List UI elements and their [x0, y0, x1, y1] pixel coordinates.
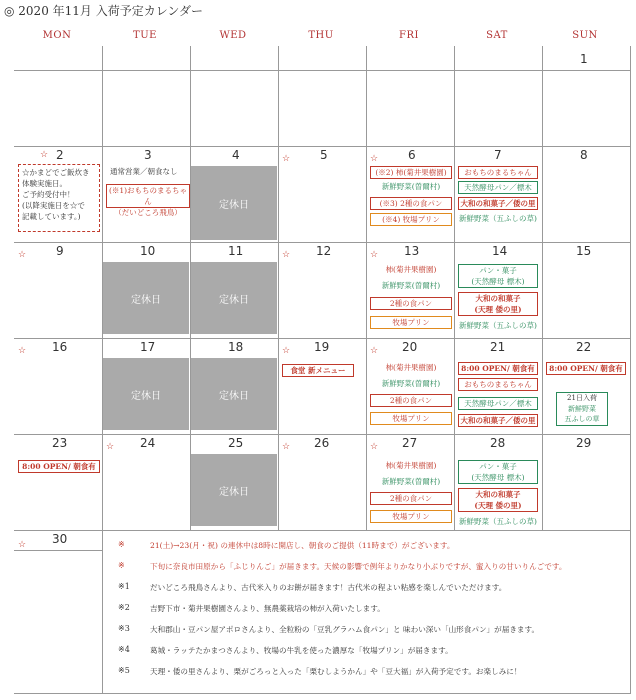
box-line: 21日入荷 [567, 394, 597, 402]
day-number: 29 [576, 436, 592, 450]
day-number: 25 [228, 436, 244, 450]
sat-wagashi-box [458, 488, 538, 512]
day-number: 28 [490, 436, 506, 450]
sat-bread-box [458, 264, 538, 288]
day-number: 7 [494, 148, 502, 162]
day-number: 6 [408, 148, 416, 162]
fri-item: (※4) 牧場プリン [370, 213, 452, 226]
closed-day: 定休日 [191, 358, 277, 430]
day-number: 5 [320, 148, 328, 162]
grid-line [454, 46, 455, 530]
sat-item: おもちのまるちゃん [458, 378, 538, 391]
weekday-sun: SUN [572, 30, 598, 41]
box-line: パン・菓子 [479, 266, 517, 275]
note-text: だいどころ飛鳥さんより、古代米入りのお餅が届きます！古代米の程よい粘感を楽しんでいただけます。 [150, 583, 507, 592]
fri-item: 新鮮野菜(曽爾村) [381, 477, 441, 486]
star-icon: ☆ [370, 154, 379, 164]
day-number: 30 [52, 532, 68, 546]
notice-line: 記載しています。) [22, 212, 81, 221]
sun-vegetable-box [556, 392, 608, 426]
day-number: 14 [492, 244, 508, 258]
fri-item: 2種の食パン [370, 394, 452, 407]
closed-day: 定休日 [191, 454, 277, 526]
box-line: 五ふしの草 [564, 415, 600, 423]
day-number: 18 [228, 340, 244, 354]
closed-day: 定休日 [191, 166, 277, 240]
thu-item: 食堂 新メニュー [282, 364, 354, 377]
fri-item: 牧場プリン [370, 412, 452, 425]
star-icon: ☆ [18, 250, 27, 260]
closed-day: 定休日 [191, 262, 277, 334]
note-mark: ※1 [118, 582, 130, 591]
day-number: 4 [232, 148, 240, 162]
day-number: 12 [316, 244, 332, 258]
fri-item: (※2) 柿(菊井果樹園) [370, 166, 452, 179]
grid-line [14, 70, 631, 71]
weekday-wed: WED [219, 30, 247, 41]
sat-item: 新鮮野菜（五ふしの草) [459, 517, 537, 526]
day-number: 1 [580, 52, 588, 66]
grid-line [14, 434, 631, 435]
sat-item: 新鮮野菜（五ふしの草) [459, 214, 537, 223]
note-mark: ※4 [118, 645, 130, 654]
star-icon: ☆ [18, 540, 27, 550]
note-text: 大和郡山・豆パン屋アポロさんより、全粒粉の「豆乳グラハム食パン」と 味わい深い「山形食パン」が届きます。 [150, 625, 540, 634]
fri-item: 柿(菊井果樹園) [385, 461, 437, 470]
grid-line [14, 242, 631, 243]
day-number: 19 [314, 340, 330, 354]
grid-line [278, 46, 279, 530]
star-icon: ☆ [370, 442, 379, 452]
kamado-notice [18, 164, 100, 232]
page-title: ◎ 2020 年11月 入荷予定カレンダー [4, 4, 203, 18]
fri-item: 2種の食パン [370, 492, 452, 505]
day-number: 13 [404, 244, 420, 258]
day-number: 27 [402, 436, 418, 450]
note-text: 葛城・ラッテたかまつさんより、牧場の牛乳を使った濃厚な「牧場プリン」が届きます。 [150, 646, 453, 655]
day-number: 17 [140, 340, 156, 354]
grid-line [14, 338, 631, 339]
fri-item: 新鮮野菜(曽爾村) [381, 281, 441, 290]
fri-item: 新鮮野菜(曽爾村) [381, 379, 441, 388]
note-mark: ※ [118, 561, 125, 570]
fri-item: 牧場プリン [370, 316, 452, 329]
sat-item: 大和の和菓子／倭の里 [458, 414, 538, 427]
star-icon: ☆ [282, 442, 291, 452]
tue-note: 通常営業／朝食なし [110, 167, 178, 176]
grid-line [14, 530, 631, 531]
sat-item: 天然酵母パン／標木 [458, 397, 538, 410]
weekday-mon: MON [42, 30, 72, 41]
star-icon: ☆ [282, 250, 291, 260]
star-icon: ☆ [106, 442, 115, 452]
notice-line: ☆かまどでご飯炊き [22, 168, 90, 177]
fri-item: 柿(菊井果樹園) [385, 265, 437, 274]
star-icon: ☆ [370, 346, 379, 356]
day-number: 21 [490, 340, 506, 354]
star-icon: ☆ [40, 150, 49, 160]
note-text: 21(土)→23(月・祝) の連休中は8時に開店し、朝食のご提供（11時まで）がございます。 [150, 541, 455, 550]
box-line: (天然酵母 標木) [471, 473, 525, 482]
day-number: 8 [580, 148, 588, 162]
sun-item: 8:00 OPEN/ 朝食有 [546, 362, 626, 375]
box-line: 新鮮野菜 [568, 404, 596, 413]
box-line: (天理 倭の里) [474, 501, 522, 510]
note-text: 下旬に奈良市田原から「ふじりんご」が届きます。天候の影響で例年よりかなり小ぶりですが、蜜入りの甘いりんごです。 [150, 562, 567, 571]
box-line: (天理 倭の里) [474, 305, 522, 314]
note-mark: ※ [118, 540, 125, 549]
day-number: 16 [52, 340, 68, 354]
fri-item: 新鮮野菜(曽爾村) [381, 182, 441, 191]
notice-line: (以降実施日を☆で [22, 201, 85, 210]
day-number: 20 [402, 340, 418, 354]
fri-item: (※3) 2種の食パン [370, 197, 452, 210]
box-line: （だいどころ飛鳥） [114, 208, 182, 217]
day-number: 15 [576, 244, 592, 258]
mon-item: 8:00 OPEN/ 朝食有 [18, 460, 100, 473]
day-number: 3 [144, 148, 152, 162]
grid-line [542, 46, 543, 530]
weekday-tue: TUE [133, 30, 157, 41]
grid-line [102, 530, 103, 694]
weekday-fri: FRI [399, 30, 419, 41]
grid-line [14, 550, 102, 551]
notice-line: ご予約受付中！ [22, 190, 75, 199]
day-number: 22 [576, 340, 592, 354]
note-text: 吉野下市・菊井果樹園さんより、無農薬栽培の柿が入荷いたします。 [150, 604, 385, 613]
box-line: (※1)おもちのまるちゃん [108, 186, 188, 206]
note-text: 天理・倭の里さんより、栗がごろっと入った「栗むしようかん」や「豆大福」が入荷予定です。お楽しみに！ [150, 667, 522, 676]
star-icon: ☆ [18, 346, 27, 356]
closed-day: 定休日 [103, 262, 189, 334]
day-number: 10 [140, 244, 156, 258]
day-number: 2 [56, 148, 64, 162]
note-mark: ※5 [118, 666, 130, 675]
weekday-sat: SAT [486, 30, 508, 41]
omochi-box [106, 184, 190, 217]
day-number: 24 [140, 436, 156, 450]
grid-line [366, 46, 367, 530]
day-number: 23 [52, 436, 68, 450]
day-number: 26 [314, 436, 330, 450]
note-mark: ※2 [118, 603, 130, 612]
weekday-thu: THU [308, 30, 334, 41]
sat-wagashi-box [458, 292, 538, 316]
sat-item: 8:00 OPEN/ 朝食有 [458, 362, 538, 375]
box-line: (天然酵母 標木) [471, 277, 525, 286]
fri-item: 柿(菊井果樹園) [385, 363, 437, 372]
day-number: 9 [56, 244, 64, 258]
closed-day: 定休日 [103, 358, 189, 430]
star-icon: ☆ [282, 154, 291, 164]
notice-line: 体験実施日。 [22, 179, 67, 188]
day-number: 11 [228, 244, 244, 258]
box-line: 大和の和菓子 [475, 490, 521, 499]
grid-line [14, 146, 631, 147]
box-line: パン・菓子 [479, 462, 517, 471]
star-icon: ☆ [370, 250, 379, 260]
sat-item: 大和の和菓子／倭の里 [458, 197, 538, 210]
sat-item: 天然酵母パン／標木 [458, 181, 538, 194]
sat-item: 新鮮野菜（五ふしの草) [459, 321, 537, 330]
note-mark: ※3 [118, 624, 130, 633]
star-icon: ☆ [282, 346, 291, 356]
fri-item: 2種の食パン [370, 297, 452, 310]
sat-bread-box [458, 460, 538, 484]
box-line: 大和の和菓子 [475, 294, 521, 303]
sat-item: おもちのまるちゃん [458, 166, 538, 179]
fri-item: 牧場プリン [370, 510, 452, 523]
